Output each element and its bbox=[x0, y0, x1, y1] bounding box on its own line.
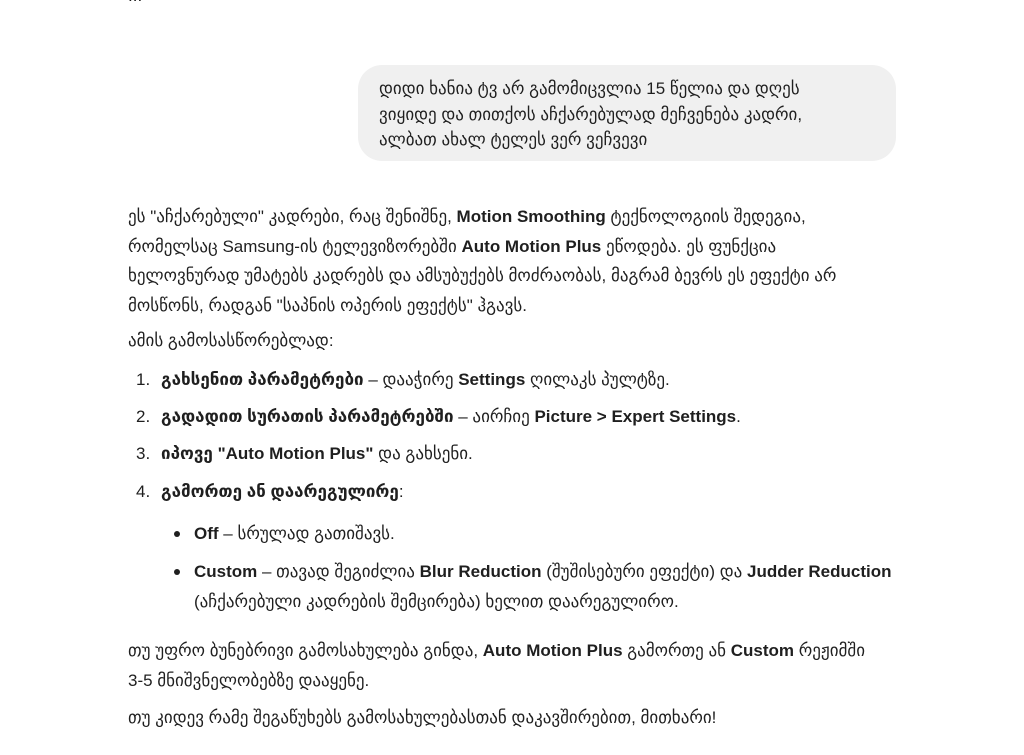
step-text: : bbox=[398, 482, 404, 501]
step-text: და გახსენი. bbox=[373, 444, 473, 463]
step-title: გახსენით პარამეტრები bbox=[161, 370, 364, 389]
bullet-item-off bbox=[174, 519, 395, 549]
step-bold: Settings bbox=[458, 370, 526, 389]
step-bold: Picture > Expert Settings bbox=[534, 407, 737, 426]
bullet-bold: Judder Reduction bbox=[747, 562, 892, 581]
intro-text: ტექნოლოგიის შედეგია, bbox=[605, 207, 806, 226]
intro-text: ეს "აჩქარებული" კადრები, რაც შენიშნე, bbox=[128, 207, 457, 226]
step-item bbox=[128, 405, 741, 429]
step-item bbox=[128, 368, 670, 392]
step-item bbox=[128, 442, 473, 466]
bullet-bold: Off bbox=[194, 524, 219, 543]
step-title: იპოვე "Auto Motion Plus" bbox=[161, 444, 374, 463]
intro-bold: Motion Smoothing bbox=[456, 207, 606, 226]
user-message-line: დიდი ხანია ტვ არ გამომიცვლია 15 წელია და დღეს bbox=[379, 79, 800, 98]
closing-line: თუ კიდევ რამე შეგაწუხებს გამოსახულებასთან დაკავშირებით, მითხარი! bbox=[128, 708, 717, 727]
previous-message-tail bbox=[128, 0, 142, 6]
intro-text: ეწოდება. ეს ფუნქცია bbox=[601, 236, 777, 256]
step-text: . bbox=[736, 407, 741, 426]
bullet-text: (შუშისებური ეფექტი) და bbox=[541, 562, 747, 581]
bullet-item-custom bbox=[174, 557, 892, 616]
step-text: – აირჩიე bbox=[453, 407, 535, 426]
tip-bold: Auto Motion Plus bbox=[482, 641, 623, 660]
tip-text: 3-5 მნიშვნელობებზე დააყენე. bbox=[128, 670, 370, 690]
tip-bold: Custom bbox=[730, 641, 795, 660]
fix-heading: ამის გამოსასწორებლად: bbox=[128, 331, 334, 350]
tip-text: გამორთე ან bbox=[622, 641, 731, 660]
intro-text: ხელოვნურად უმატებს კადრებს და ამსუბუქებს მოძრაობას, მაგრამ ბევრს ეს ეფექტი არ bbox=[128, 266, 837, 285]
step-number: 2. bbox=[136, 407, 151, 426]
step-number: 4. bbox=[136, 482, 151, 501]
step-text: – დააჭირე bbox=[363, 370, 459, 389]
bullet-text: – თავად შეგიძლია bbox=[257, 562, 420, 581]
tip-text: რეჟიმში bbox=[794, 641, 866, 660]
intro-bold: Auto Motion Plus bbox=[461, 236, 602, 256]
intro-text: მოსწონს, რადგან "საპნის ოპერის ეფექტს" ჰგავს. bbox=[128, 295, 527, 315]
bullet-dot bbox=[174, 569, 180, 575]
step-title: გადადით სურათის პარამეტრებში bbox=[161, 407, 454, 426]
intro-text: რომელსაც Samsung-ის ტელევიზორებში bbox=[128, 236, 462, 256]
bullet-text: (აჩქარებული კადრების შემცირება) ხელით დაარეგულირო. bbox=[194, 591, 679, 611]
step-title: გამორთე ან დაარეგულირე bbox=[161, 482, 399, 501]
user-message-line: ვიყიდე და თითქოს აჩქარებულად მეჩვენება კადრი, bbox=[379, 104, 803, 124]
tip-paragraph bbox=[128, 636, 865, 695]
bullet-bold: Custom bbox=[194, 562, 258, 581]
reply-intro-paragraph bbox=[128, 202, 836, 320]
bullet-dot bbox=[174, 531, 180, 537]
tip-text: თუ უფრო ბუნებრივი გამოსახულება გინდა, bbox=[128, 641, 483, 660]
bullet-bold: Blur Reduction bbox=[419, 562, 542, 581]
step-number: 1. bbox=[136, 370, 151, 389]
step-item bbox=[128, 480, 404, 504]
step-number: 3. bbox=[136, 444, 151, 463]
user-message-line: ალბათ ახალ ტელეს ვერ ვეჩვევი bbox=[379, 130, 648, 149]
step-text: ღილაკს პულტზე. bbox=[525, 370, 670, 389]
bullet-text: – სრულად გათიშავს. bbox=[218, 524, 395, 543]
user-message-bubble bbox=[358, 65, 896, 161]
